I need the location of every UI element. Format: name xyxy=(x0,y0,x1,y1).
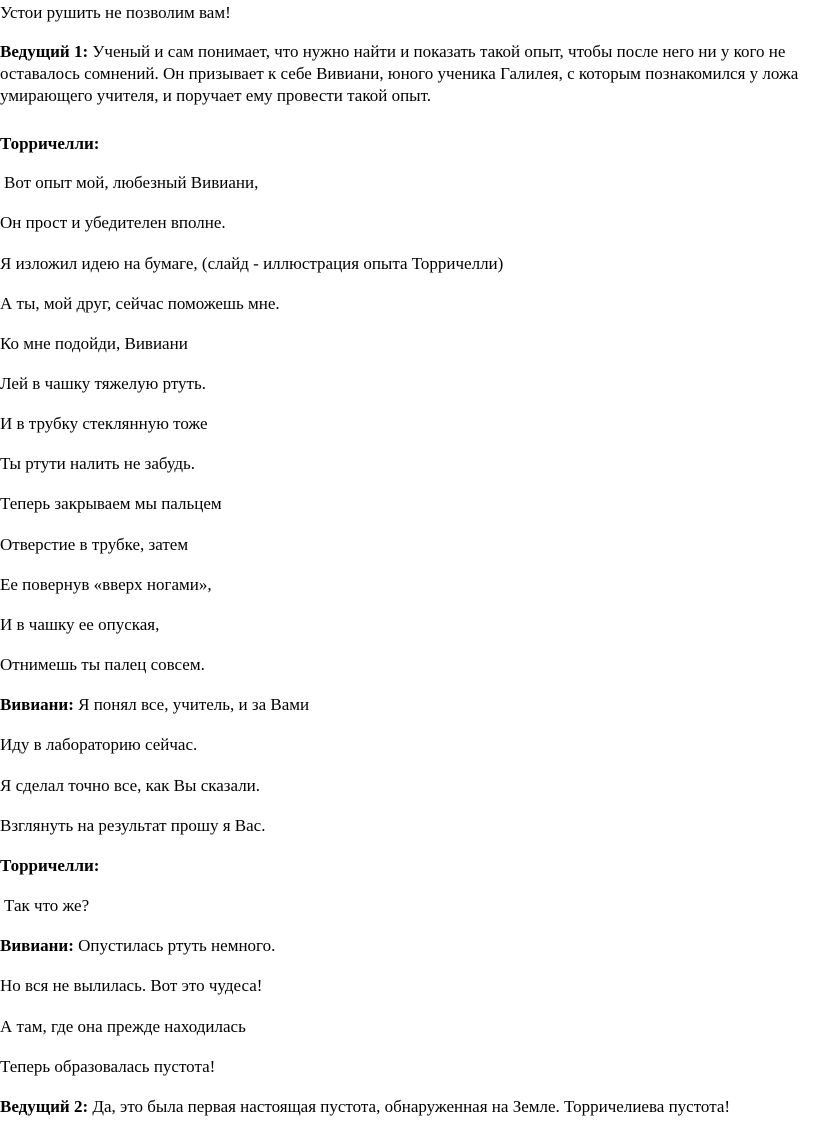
speaker-label: Торричелли: xyxy=(0,134,100,153)
verse-line: А ты, мой друг, сейчас поможешь мне. xyxy=(0,294,280,313)
viviani-line xyxy=(0,935,275,957)
speaker-heading xyxy=(0,133,99,155)
verse-line: И в чашку ее опуская, xyxy=(0,615,160,634)
verse-line: Теперь закрываем мы пальцем xyxy=(0,494,222,513)
verse-line xyxy=(0,172,258,194)
verse-text: Я понял все, учитель, и за Вами xyxy=(73,695,310,714)
verse-line: Отверстие в трубке, затем xyxy=(0,535,189,554)
verse-line: Я изложил идею на бумаге, (слайд - иллюстрация опыта Торричелли) xyxy=(0,254,504,273)
verse-text: Вот опыт мой, любезный Вивиани, xyxy=(4,173,259,192)
speaker-label: Ведущий 2: xyxy=(0,1097,89,1116)
verse-line: Ко мне подойди, Вивиани xyxy=(0,334,188,353)
verse-line: Но вся не вылилась. Вот это чудеса! xyxy=(0,976,263,995)
verse-line: И в трубку стеклянную тоже xyxy=(0,414,208,433)
verse-line: Взглянуть на результат прошу я Вас. xyxy=(0,816,266,835)
viviani-line xyxy=(0,694,309,716)
verse-line: Я сделал точно все, как Вы сказали. xyxy=(0,776,261,795)
verse-line: Лей в чашку тяжелую ртуть. xyxy=(0,374,206,393)
speaker-heading xyxy=(0,855,99,877)
verse-text: Так что же? xyxy=(4,896,90,915)
verse-line: Теперь образовалась пустота! xyxy=(0,1057,216,1076)
verse-line: А там, где она прежде находилась xyxy=(0,1017,246,1036)
speaker-label: Вивиани: xyxy=(0,936,74,955)
verse-text: Опустилась ртуть немного. xyxy=(73,936,276,955)
paragraph-text: Ученый и сам понимает, что нужно найти и показать такой опыт, чтобы после него ни у кого не оставалось сомнений. Он призывает к себе Вивиани, юного ученика Галилея, с которым познакомился у ложа умирающего учителя, и поручает ему провести такой опыт. xyxy=(0,42,799,105)
host1-paragraph xyxy=(0,41,810,107)
verse-line: Ее повернув «вверх ногами», xyxy=(0,575,212,594)
verse-line: Ты ртути налить не забудь. xyxy=(0,454,196,473)
verse-line: Отнимешь ты палец совсем. xyxy=(0,655,205,674)
text-line: Устои рушить не позволим вам! xyxy=(0,3,231,22)
verse-line xyxy=(0,895,89,917)
speaker-label: Ведущий 1: xyxy=(0,42,89,61)
speaker-label: Вивиани: xyxy=(0,695,74,714)
verse-line: Иду в лабораторию сейчас. xyxy=(0,735,198,754)
paragraph-text: Да, это была первая настоящая пустота, обнаруженная на Земле. Торричелиева пустота! xyxy=(88,1097,731,1116)
verse-line: Он прост и убедителен вполне. xyxy=(0,213,226,232)
host2-line xyxy=(0,1096,730,1118)
speaker-label: Торричелли: xyxy=(0,856,100,875)
